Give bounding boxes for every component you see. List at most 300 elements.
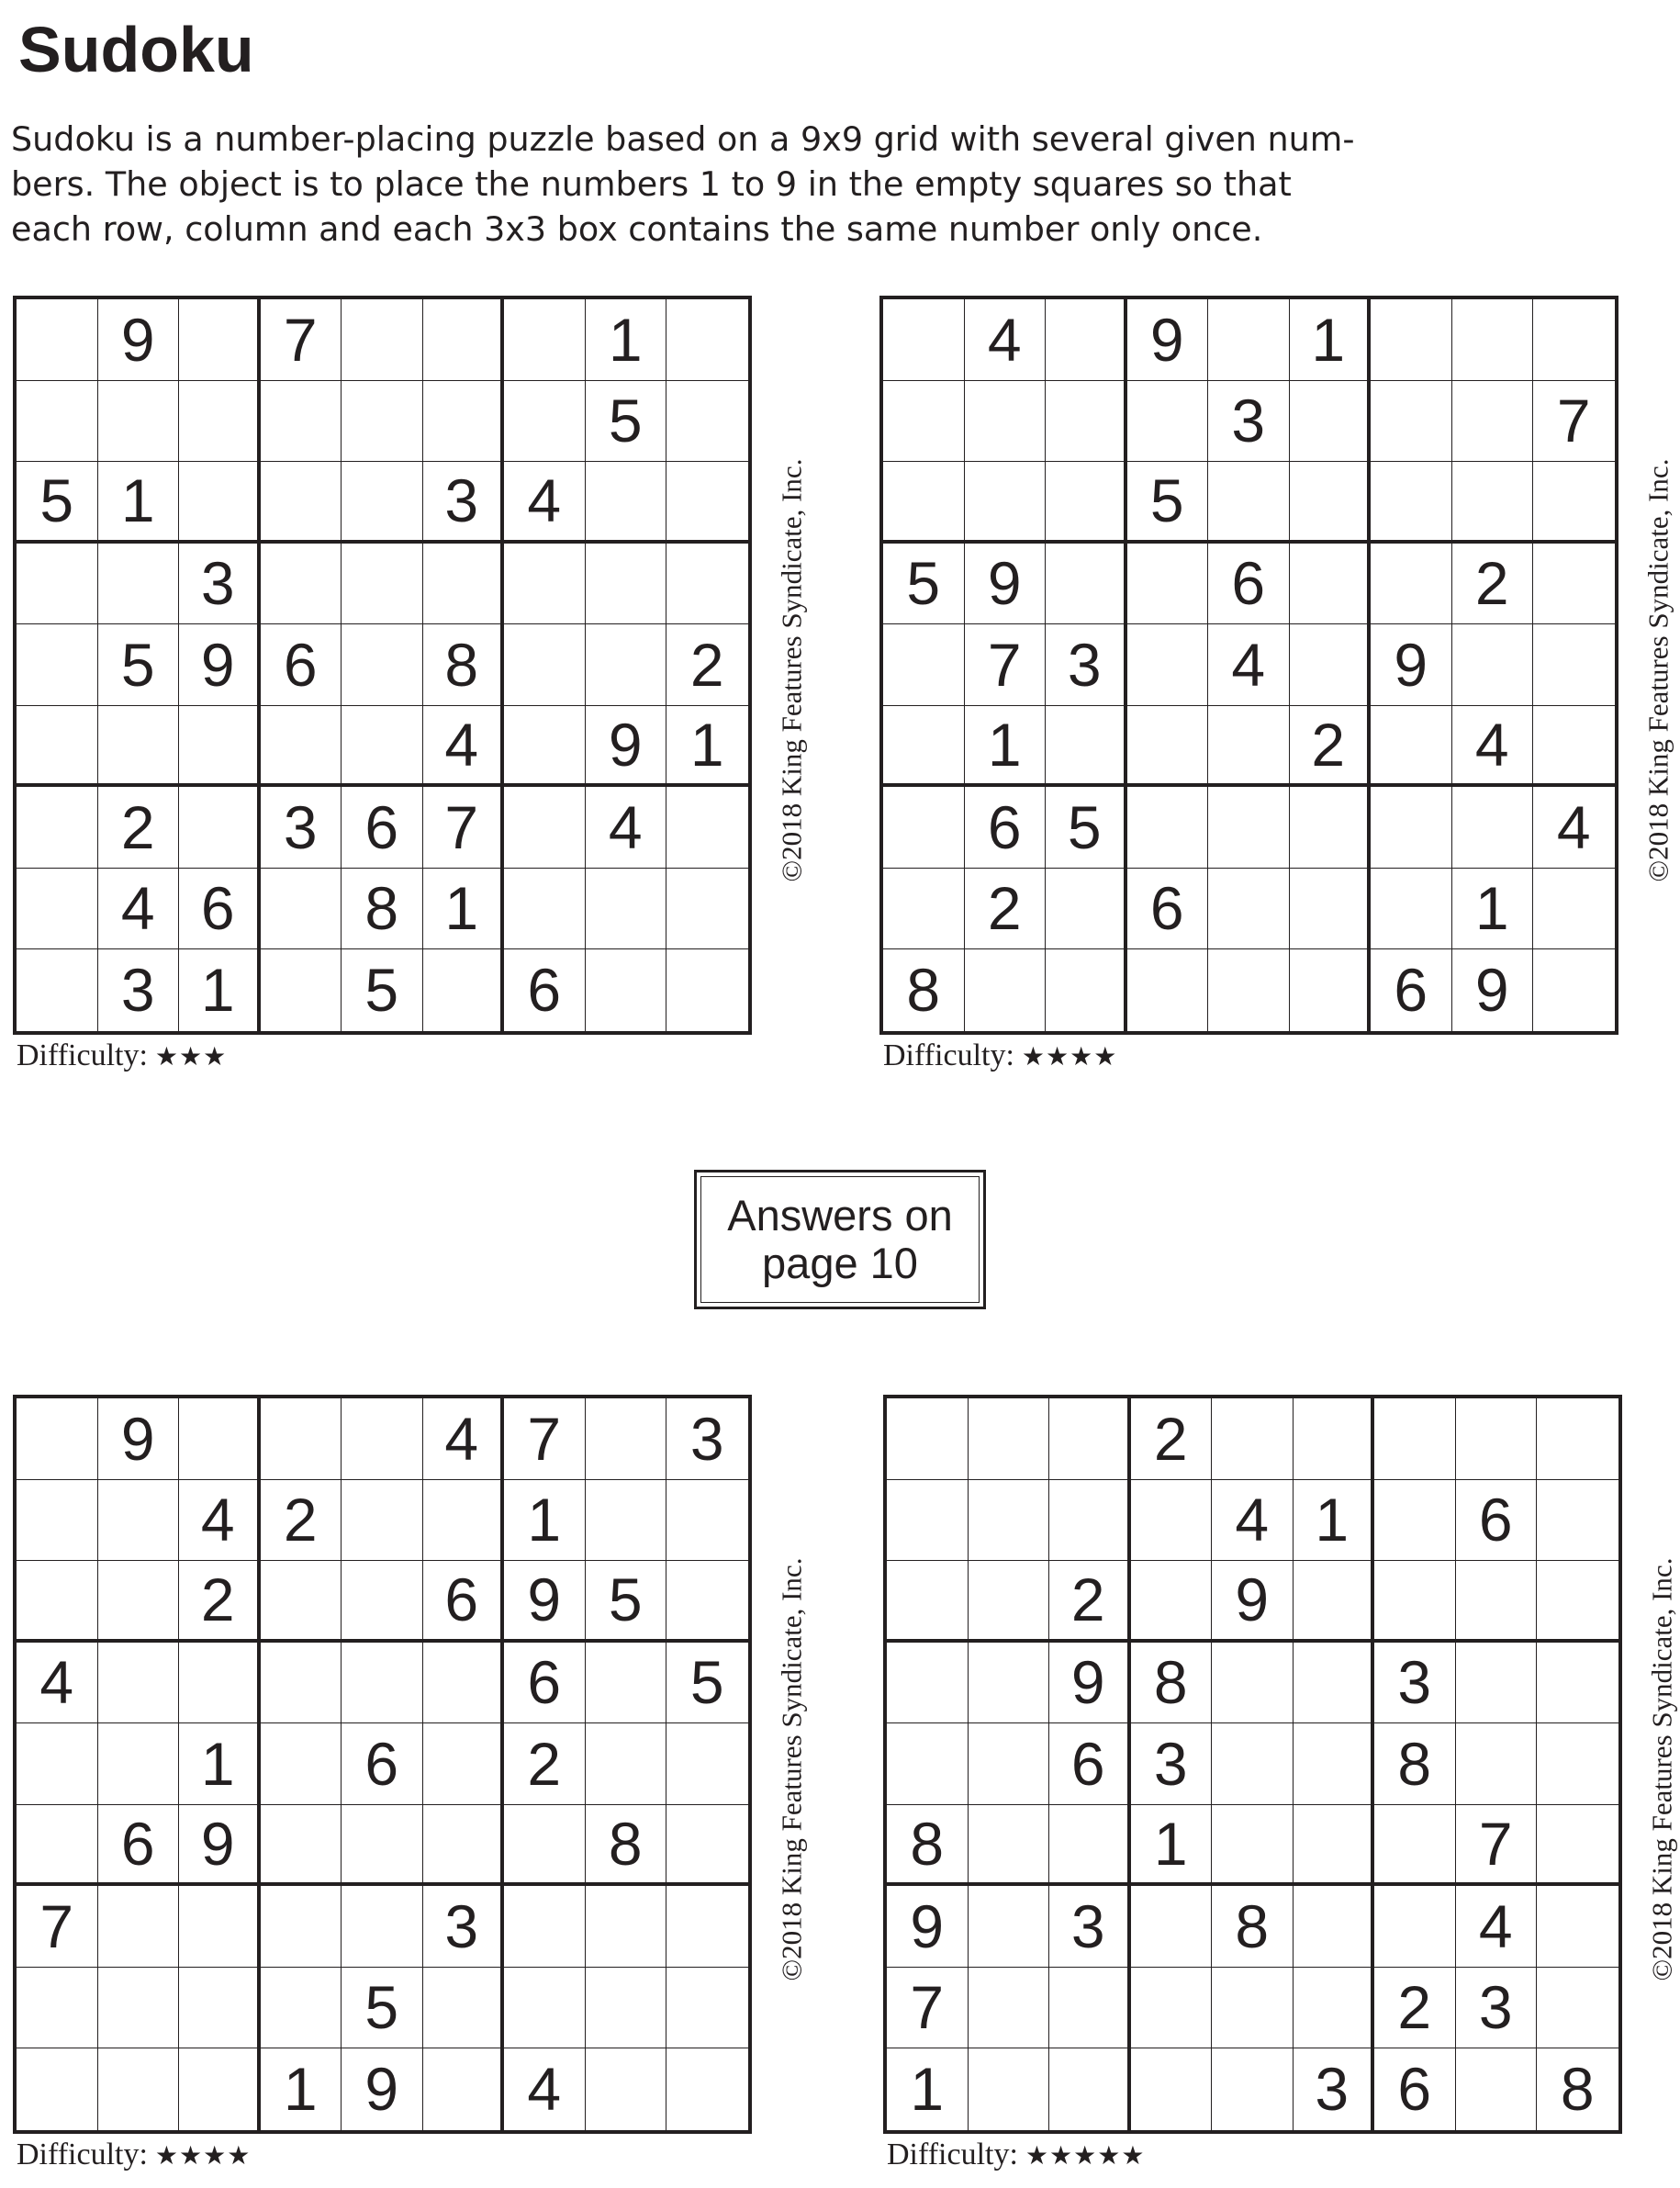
sudoku-cell[interactable]: 5	[883, 544, 965, 625]
sudoku-cell[interactable]	[1212, 1398, 1294, 1480]
sudoku-cell[interactable]	[179, 381, 261, 463]
sudoku-cell[interactable]	[883, 299, 965, 381]
sudoku-cell[interactable]: 3	[666, 1398, 748, 1480]
sudoku-cell[interactable]	[666, 2048, 748, 2130]
sudoku-cell[interactable]	[98, 1886, 180, 1968]
sudoku-cell[interactable]	[1374, 1886, 1456, 1968]
sudoku-cell[interactable]	[179, 1398, 261, 1480]
sudoku-cell[interactable]	[1212, 1643, 1294, 1724]
sudoku-cell[interactable]: 3	[1456, 1968, 1538, 2049]
sudoku-cell[interactable]	[1537, 1480, 1618, 1562]
sudoku-cell[interactable]	[1456, 1561, 1538, 1643]
sudoku-cell[interactable]	[17, 869, 98, 950]
sudoku-cell[interactable]	[98, 1480, 180, 1562]
sudoku-cell[interactable]	[1208, 462, 1290, 544]
sudoku-cell[interactable]	[666, 544, 748, 625]
sudoku-cell[interactable]	[969, 1805, 1050, 1887]
sudoku-cell[interactable]	[1131, 1561, 1213, 1643]
sudoku-cell[interactable]: 9	[179, 624, 261, 706]
sudoku-cell[interactable]	[666, 1805, 748, 1887]
sudoku-cell[interactable]	[1049, 1398, 1131, 1480]
sudoku-cell[interactable]	[342, 624, 423, 706]
sudoku-cell[interactable]	[17, 2048, 98, 2130]
sudoku-cell[interactable]	[586, 1723, 667, 1805]
sudoku-cell[interactable]: 4	[423, 1398, 505, 1480]
sudoku-cell[interactable]: 2	[965, 869, 1047, 950]
sudoku-cell[interactable]	[1533, 949, 1615, 1031]
sudoku-cell[interactable]	[98, 706, 180, 788]
sudoku-cell[interactable]	[1046, 381, 1127, 463]
sudoku-cell[interactable]	[1294, 1643, 1375, 1724]
sudoku-cell[interactable]	[17, 1968, 98, 2049]
sudoku-cell[interactable]	[1127, 706, 1209, 788]
sudoku-cell[interactable]: 4	[1208, 624, 1290, 706]
sudoku-cell[interactable]	[261, 1968, 342, 2049]
sudoku-cell[interactable]	[17, 1723, 98, 1805]
sudoku-cell[interactable]: 1	[887, 2048, 969, 2130]
sudoku-cell[interactable]: 6	[1208, 544, 1290, 625]
sudoku-cell[interactable]	[1533, 462, 1615, 544]
sudoku-cell[interactable]	[1127, 624, 1209, 706]
sudoku-cell[interactable]: 6	[504, 949, 586, 1031]
sudoku-cell[interactable]	[179, 1968, 261, 2049]
sudoku-cell[interactable]: 1	[261, 2048, 342, 2130]
sudoku-cell[interactable]: 1	[1294, 1480, 1375, 1562]
sudoku-cell[interactable]: 9	[98, 299, 180, 381]
sudoku-cell[interactable]: 1	[586, 299, 667, 381]
sudoku-cell[interactable]	[1294, 1968, 1375, 2049]
sudoku-cell[interactable]	[342, 1886, 423, 1968]
sudoku-cell[interactable]	[883, 706, 965, 788]
sudoku-cell[interactable]: 6	[1127, 869, 1209, 950]
sudoku-cell[interactable]: 2	[1290, 706, 1372, 788]
sudoku-cell[interactable]	[261, 462, 342, 544]
sudoku-cell[interactable]	[883, 869, 965, 950]
sudoku-cell[interactable]	[261, 1723, 342, 1805]
sudoku-cell[interactable]	[179, 1643, 261, 1724]
sudoku-cell[interactable]: 3	[261, 787, 342, 869]
sudoku-cell[interactable]: 2	[1452, 544, 1534, 625]
sudoku-cell[interactable]	[179, 299, 261, 381]
sudoku-cell[interactable]	[261, 949, 342, 1031]
sudoku-cell[interactable]: 1	[179, 1723, 261, 1805]
sudoku-cell[interactable]	[1127, 949, 1209, 1031]
sudoku-cell[interactable]	[423, 2048, 505, 2130]
sudoku-cell[interactable]	[666, 949, 748, 1031]
sudoku-cell[interactable]	[883, 462, 965, 544]
sudoku-cell[interactable]	[666, 1723, 748, 1805]
sudoku-cell[interactable]	[342, 1561, 423, 1643]
sudoku-cell[interactable]: 1	[98, 462, 180, 544]
sudoku-cell[interactable]	[1294, 1561, 1375, 1643]
sudoku-cell[interactable]	[423, 1968, 505, 2049]
sudoku-cell[interactable]	[1046, 869, 1127, 950]
sudoku-cell[interactable]	[1290, 787, 1372, 869]
sudoku-cell[interactable]: 4	[423, 706, 505, 788]
sudoku-cell[interactable]	[666, 1886, 748, 1968]
sudoku-cell[interactable]: 7	[1533, 381, 1615, 463]
sudoku-cell[interactable]: 3	[179, 544, 261, 625]
sudoku-cell[interactable]: 5	[342, 949, 423, 1031]
sudoku-cell[interactable]: 1	[965, 706, 1047, 788]
sudoku-cell[interactable]	[423, 544, 505, 625]
sudoku-cell[interactable]	[98, 1561, 180, 1643]
sudoku-cell[interactable]	[98, 1968, 180, 2049]
sudoku-cell[interactable]	[504, 299, 586, 381]
sudoku-cell[interactable]: 5	[342, 1968, 423, 2049]
sudoku-cell[interactable]	[666, 299, 748, 381]
sudoku-cell[interactable]	[1452, 787, 1534, 869]
sudoku-cell[interactable]	[342, 1480, 423, 1562]
sudoku-cell[interactable]	[1208, 949, 1290, 1031]
sudoku-cell[interactable]: 9	[98, 1398, 180, 1480]
sudoku-cell[interactable]	[883, 787, 965, 869]
sudoku-cell[interactable]	[586, 544, 667, 625]
sudoku-cell[interactable]	[586, 1886, 667, 1968]
sudoku-cell[interactable]	[1212, 2048, 1294, 2130]
sudoku-cell[interactable]	[1533, 299, 1615, 381]
sudoku-cell[interactable]: 8	[342, 869, 423, 950]
sudoku-cell[interactable]	[423, 1723, 505, 1805]
sudoku-cell[interactable]	[1371, 462, 1452, 544]
sudoku-cell[interactable]	[1290, 462, 1372, 544]
sudoku-cell[interactable]: 1	[504, 1480, 586, 1562]
sudoku-cell[interactable]: 4	[1452, 706, 1534, 788]
sudoku-cell[interactable]	[1456, 1398, 1538, 1480]
sudoku-cell[interactable]: 8	[1374, 1723, 1456, 1805]
sudoku-cell[interactable]	[1456, 2048, 1538, 2130]
sudoku-cell[interactable]	[1533, 624, 1615, 706]
sudoku-cell[interactable]: 6	[342, 1723, 423, 1805]
sudoku-cell[interactable]	[17, 544, 98, 625]
sudoku-cell[interactable]: 2	[98, 787, 180, 869]
sudoku-cell[interactable]	[1537, 1886, 1618, 1968]
sudoku-cell[interactable]	[17, 787, 98, 869]
sudoku-cell[interactable]: 3	[1131, 1723, 1213, 1805]
sudoku-cell[interactable]	[1537, 1398, 1618, 1480]
sudoku-cell[interactable]: 4	[98, 869, 180, 950]
sudoku-cell[interactable]	[1452, 299, 1534, 381]
sudoku-cell[interactable]	[342, 462, 423, 544]
sudoku-cell[interactable]	[586, 1480, 667, 1562]
sudoku-cell[interactable]	[1456, 1723, 1538, 1805]
sudoku-cell[interactable]: 6	[423, 1561, 505, 1643]
sudoku-cell[interactable]	[179, 787, 261, 869]
sudoku-cell[interactable]: 4	[1456, 1886, 1538, 1968]
sudoku-cell[interactable]	[969, 1398, 1050, 1480]
sudoku-cell[interactable]	[1131, 2048, 1213, 2130]
sudoku-cell[interactable]: 3	[1049, 1886, 1131, 1968]
sudoku-cell[interactable]	[969, 1968, 1050, 2049]
sudoku-cell[interactable]: 2	[1131, 1398, 1213, 1480]
sudoku-cell[interactable]	[1290, 869, 1372, 950]
sudoku-cell[interactable]: 5	[98, 624, 180, 706]
sudoku-cell[interactable]	[17, 1480, 98, 1562]
sudoku-cell[interactable]: 1	[1290, 299, 1372, 381]
sudoku-cell[interactable]: 4	[17, 1643, 98, 1724]
sudoku-cell[interactable]	[1127, 381, 1209, 463]
sudoku-cell[interactable]: 3	[98, 949, 180, 1031]
sudoku-cell[interactable]: 5	[1127, 462, 1209, 544]
sudoku-cell[interactable]: 5	[17, 462, 98, 544]
sudoku-cell[interactable]: 6	[1374, 2048, 1456, 2130]
sudoku-cell[interactable]: 5	[586, 1561, 667, 1643]
sudoku-cell[interactable]: 5	[586, 381, 667, 463]
sudoku-cell[interactable]	[1294, 1723, 1375, 1805]
sudoku-cell[interactable]	[586, 2048, 667, 2130]
sudoku-cell[interactable]	[261, 1805, 342, 1887]
sudoku-cell[interactable]	[1131, 1886, 1213, 1968]
sudoku-cell[interactable]	[586, 624, 667, 706]
sudoku-cell[interactable]	[586, 949, 667, 1031]
sudoku-cell[interactable]: 8	[1131, 1643, 1213, 1724]
sudoku-cell[interactable]	[1290, 381, 1372, 463]
sudoku-cell[interactable]	[423, 1480, 505, 1562]
sudoku-cell[interactable]	[261, 1886, 342, 1968]
sudoku-cell[interactable]: 4	[965, 299, 1047, 381]
sudoku-cell[interactable]	[1290, 544, 1372, 625]
sudoku-cell[interactable]: 6	[504, 1643, 586, 1724]
sudoku-cell[interactable]	[666, 1968, 748, 2049]
sudoku-cell[interactable]	[1049, 1805, 1131, 1887]
sudoku-cell[interactable]	[261, 869, 342, 950]
sudoku-cell[interactable]	[261, 706, 342, 788]
sudoku-cell[interactable]	[423, 299, 505, 381]
sudoku-cell[interactable]: 7	[1456, 1805, 1538, 1887]
sudoku-cell[interactable]	[1290, 949, 1372, 1031]
sudoku-cell[interactable]	[1371, 787, 1452, 869]
sudoku-cell[interactable]	[98, 2048, 180, 2130]
sudoku-cell[interactable]	[261, 544, 342, 625]
sudoku-cell[interactable]: 7	[423, 787, 505, 869]
sudoku-cell[interactable]	[423, 1805, 505, 1887]
sudoku-cell[interactable]	[887, 1398, 969, 1480]
sudoku-cell[interactable]	[261, 1561, 342, 1643]
sudoku-cell[interactable]: 7	[17, 1886, 98, 1968]
sudoku-cell[interactable]: 7	[965, 624, 1047, 706]
sudoku-cell[interactable]	[179, 462, 261, 544]
sudoku-cell[interactable]	[1371, 544, 1452, 625]
sudoku-cell[interactable]	[17, 1561, 98, 1643]
sudoku-cell[interactable]	[666, 381, 748, 463]
sudoku-cell[interactable]: 6	[1049, 1723, 1131, 1805]
sudoku-cell[interactable]: 2	[1049, 1561, 1131, 1643]
sudoku-cell[interactable]	[1452, 462, 1534, 544]
sudoku-cell[interactable]	[666, 1480, 748, 1562]
sudoku-cell[interactable]	[969, 1723, 1050, 1805]
sudoku-cell[interactable]	[504, 624, 586, 706]
sudoku-cell[interactable]	[1533, 706, 1615, 788]
sudoku-cell[interactable]	[1537, 1805, 1618, 1887]
sudoku-cell[interactable]	[1374, 1398, 1456, 1480]
sudoku-cell[interactable]	[1208, 869, 1290, 950]
sudoku-cell[interactable]	[586, 1643, 667, 1724]
sudoku-cell[interactable]: 8	[586, 1805, 667, 1887]
sudoku-cell[interactable]	[1212, 1805, 1294, 1887]
sudoku-cell[interactable]	[342, 706, 423, 788]
sudoku-cell[interactable]	[342, 544, 423, 625]
sudoku-cell[interactable]: 6	[342, 787, 423, 869]
sudoku-cell[interactable]: 9	[1127, 299, 1209, 381]
sudoku-cell[interactable]: 2	[1374, 1968, 1456, 2049]
sudoku-cell[interactable]	[1294, 1805, 1375, 1887]
sudoku-cell[interactable]	[504, 787, 586, 869]
sudoku-cell[interactable]	[1212, 1968, 1294, 2049]
sudoku-cell[interactable]	[504, 1805, 586, 1887]
sudoku-cell[interactable]	[666, 1561, 748, 1643]
sudoku-cell[interactable]	[1371, 869, 1452, 950]
sudoku-cell[interactable]	[586, 869, 667, 950]
sudoku-cell[interactable]	[666, 869, 748, 950]
sudoku-cell[interactable]	[1371, 299, 1452, 381]
sudoku-cell[interactable]	[586, 1968, 667, 2049]
sudoku-cell[interactable]: 9	[504, 1561, 586, 1643]
sudoku-cell[interactable]	[1537, 1561, 1618, 1643]
sudoku-cell[interactable]: 9	[1212, 1561, 1294, 1643]
sudoku-cell[interactable]	[261, 1398, 342, 1480]
sudoku-cell[interactable]	[1294, 1886, 1375, 1968]
sudoku-cell[interactable]: 4	[504, 462, 586, 544]
sudoku-cell[interactable]	[1049, 1480, 1131, 1562]
sudoku-cell[interactable]	[1046, 462, 1127, 544]
sudoku-cell[interactable]	[504, 706, 586, 788]
sudoku-cell[interactable]: 3	[1374, 1643, 1456, 1724]
sudoku-cell[interactable]	[1290, 624, 1372, 706]
sudoku-cell[interactable]	[969, 1643, 1050, 1724]
sudoku-cell[interactable]	[1456, 1643, 1538, 1724]
sudoku-cell[interactable]	[1537, 1968, 1618, 2049]
sudoku-cell[interactable]	[342, 1398, 423, 1480]
sudoku-cell[interactable]	[17, 381, 98, 463]
sudoku-cell[interactable]: 1	[666, 706, 748, 788]
sudoku-cell[interactable]: 2	[261, 1480, 342, 1562]
sudoku-cell[interactable]: 1	[179, 949, 261, 1031]
sudoku-cell[interactable]	[1131, 1968, 1213, 2049]
sudoku-cell[interactable]: 3	[1208, 381, 1290, 463]
sudoku-cell[interactable]	[98, 381, 180, 463]
sudoku-cell[interactable]	[17, 1805, 98, 1887]
sudoku-cell[interactable]	[1212, 1723, 1294, 1805]
sudoku-cell[interactable]	[969, 1886, 1050, 1968]
sudoku-cell[interactable]	[179, 2048, 261, 2130]
sudoku-cell[interactable]	[1046, 706, 1127, 788]
sudoku-cell[interactable]: 4	[1212, 1480, 1294, 1562]
sudoku-cell[interactable]: 6	[1456, 1480, 1538, 1562]
sudoku-cell[interactable]	[1131, 1480, 1213, 1562]
sudoku-cell[interactable]	[1294, 1398, 1375, 1480]
sudoku-cell[interactable]	[261, 1643, 342, 1724]
sudoku-cell[interactable]	[965, 381, 1047, 463]
sudoku-cell[interactable]: 5	[666, 1643, 748, 1724]
sudoku-cell[interactable]	[504, 1886, 586, 1968]
sudoku-cell[interactable]	[17, 299, 98, 381]
sudoku-cell[interactable]: 9	[1049, 1643, 1131, 1724]
sudoku-cell[interactable]: 3	[423, 1886, 505, 1968]
sudoku-cell[interactable]	[1533, 869, 1615, 950]
sudoku-cell[interactable]	[1452, 381, 1534, 463]
sudoku-cell[interactable]: 9	[586, 706, 667, 788]
sudoku-cell[interactable]	[1208, 787, 1290, 869]
sudoku-cell[interactable]	[342, 381, 423, 463]
sudoku-cell[interactable]	[965, 462, 1047, 544]
sudoku-cell[interactable]	[1049, 2048, 1131, 2130]
sudoku-cell[interactable]: 4	[1533, 787, 1615, 869]
sudoku-cell[interactable]	[17, 1398, 98, 1480]
sudoku-cell[interactable]: 8	[1560, 2055, 1595, 2124]
sudoku-cell[interactable]	[887, 1561, 969, 1643]
sudoku-cell[interactable]	[586, 1398, 667, 1480]
sudoku-cell[interactable]: 8	[883, 949, 965, 1031]
sudoku-cell[interactable]	[1208, 299, 1290, 381]
sudoku-cell[interactable]	[887, 1643, 969, 1724]
sudoku-cell[interactable]	[342, 299, 423, 381]
sudoku-cell[interactable]	[1452, 624, 1534, 706]
sudoku-cell[interactable]	[17, 624, 98, 706]
sudoku-cell[interactable]	[1371, 381, 1452, 463]
sudoku-cell[interactable]: 9	[1452, 949, 1534, 1031]
sudoku-cell[interactable]	[1046, 949, 1127, 1031]
sudoku-cell[interactable]	[1533, 544, 1615, 625]
sudoku-cell[interactable]	[666, 462, 748, 544]
sudoku-cell[interactable]	[883, 624, 965, 706]
sudoku-cell[interactable]	[1208, 706, 1290, 788]
sudoku-cell[interactable]	[666, 787, 748, 869]
sudoku-cell[interactable]: 6	[98, 1805, 180, 1887]
sudoku-cell[interactable]	[1046, 544, 1127, 625]
sudoku-cell[interactable]: 3	[423, 462, 505, 544]
sudoku-cell[interactable]: 4	[504, 2048, 586, 2130]
sudoku-cell[interactable]	[1374, 1480, 1456, 1562]
sudoku-cell[interactable]: 4	[586, 787, 667, 869]
sudoku-cell[interactable]: 3	[1046, 624, 1127, 706]
sudoku-cell[interactable]: 9	[1371, 624, 1452, 706]
sudoku-cell[interactable]: 4	[179, 1480, 261, 1562]
sudoku-cell[interactable]: 2	[666, 624, 748, 706]
sudoku-cell[interactable]	[969, 1561, 1050, 1643]
sudoku-cell[interactable]	[1127, 787, 1209, 869]
sudoku-cell[interactable]: 1	[1452, 869, 1534, 950]
sudoku-cell[interactable]: 6	[1371, 949, 1452, 1031]
sudoku-cell[interactable]: 9	[965, 544, 1047, 625]
sudoku-cell[interactable]: 1	[423, 869, 505, 950]
sudoku-cell[interactable]	[965, 949, 1047, 1031]
sudoku-cell[interactable]: 5	[1046, 787, 1127, 869]
sudoku-cell[interactable]	[887, 1723, 969, 1805]
sudoku-cell[interactable]	[883, 381, 965, 463]
sudoku-cell[interactable]	[1537, 1643, 1618, 1724]
sudoku-cell[interactable]: 1	[1131, 1805, 1213, 1887]
sudoku-cell[interactable]	[1127, 544, 1209, 625]
sudoku-cell[interactable]	[423, 1643, 505, 1724]
sudoku-cell[interactable]	[261, 381, 342, 463]
sudoku-cell[interactable]: 8	[1212, 1886, 1294, 1968]
sudoku-cell[interactable]: 9	[179, 1805, 261, 1887]
sudoku-cell[interactable]	[504, 544, 586, 625]
sudoku-cell[interactable]	[342, 1805, 423, 1887]
sudoku-cell[interactable]	[969, 1480, 1050, 1562]
sudoku-cell[interactable]: 9	[887, 1886, 969, 1968]
sudoku-cell[interactable]	[1049, 1968, 1131, 2049]
sudoku-cell[interactable]: 3	[1294, 2048, 1375, 2130]
sudoku-cell[interactable]	[1374, 1805, 1456, 1887]
sudoku-cell[interactable]: 6	[261, 624, 342, 706]
sudoku-cell[interactable]	[17, 706, 98, 788]
sudoku-cell[interactable]	[586, 462, 667, 544]
sudoku-cell[interactable]	[98, 544, 180, 625]
sudoku-cell[interactable]	[504, 381, 586, 463]
sudoku-cell[interactable]	[98, 1643, 180, 1724]
sudoku-cell[interactable]	[179, 706, 261, 788]
